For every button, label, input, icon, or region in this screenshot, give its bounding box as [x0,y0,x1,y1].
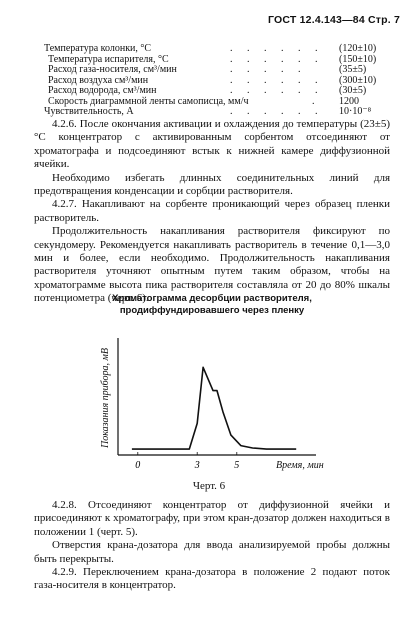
param-label: Температура испарителя, °С [48,53,169,65]
paragraph-4-2-6: 4.2.6. После окончания активации и охлаждения до температуры (23±5)°С концентратор с активированным сорбентом отсоединяют от хроматографа и подсоединяют встык к нижней камере диффузионной ячейки. [34,118,390,171]
chart-title-line2: продиффундировавшего через пленку [119,305,305,316]
leader-dots: . . . . . . [230,85,324,96]
text-block-lower [34,499,390,593]
param-value: 1200 [339,95,359,107]
param-label: Чувствительность, А [44,106,134,117]
param-value: 10·10⁻⁸ [339,106,372,117]
leader-dots: . . . . . . [230,43,324,54]
param-label: Расход водорода, см³/мин [48,85,157,96]
chart-title-line1: Хроматограмма десорбции растворителя, [112,293,312,304]
chart-axes [118,338,316,455]
paragraph-advice: Необходимо избегать длинных соединительных линий для предотвращения конденсации и сорбции растворителя. [34,171,390,198]
leader-dots: . . . . . . [230,74,324,86]
paragraph-holes: Отверстия крана-дозатора для ввода анализируемой пробы должны быть перекрыты. [34,539,390,565]
x-tick-label: 0 [135,460,141,471]
param-value: (300±10) [339,74,377,86]
param-label: Расход газа-носителя, см³/мин [48,64,177,75]
param-value: (35±5) [339,64,367,75]
paragraph-4-2-8: 4.2.8. Отсоединяют концентратор от диффузионной ячейки и присоединяют к хроматографу, при этом кран-дозатор должен находиться в положении 1 (черт. 5). [34,499,390,538]
x-tick-label: 3 [194,460,200,471]
param-value: (150±10) [339,53,377,65]
param-value: (30±5) [339,85,367,96]
y-axis-label: Показания прибора, мВ [100,347,111,449]
leader-dots: . . . . . [230,64,307,75]
param-label: Скорость диаграммной ленты самописца, мм/ч [48,95,249,107]
paragraph-4-2-9: 4.2.9. Переключением крана-дозатора в положение 2 подают поток газа-носителя в концентратор. [34,566,390,592]
leader-dots: . [312,95,321,107]
x-tick-label: 5 [234,460,240,471]
leader-dots: . . . . . . [230,106,324,117]
x-axis-label: Время, мин [276,460,324,471]
leader-dots: . . . . . . [230,53,324,65]
chromatogram-line [132,367,296,449]
param-label: Расход воздуха см³/мин [48,74,149,86]
param-label: Температура колонки, °С [44,43,152,54]
figure-caption: Черт. 6 [192,480,226,492]
page-header: ГОСТ 12.4.143—84 Стр. 7 [267,14,400,26]
paragraph-duration: Продолжительность накапливания растворителя фиксируют по секундомеру. Рекомендуется накапливать растворитель в течение 0,1—3,0 мин и более, если необходимо. Продолжительность накапливания растворителя уточняют опытным путем таким образом, чтобы на хроматограмме высота пика растворителя составляла от 20 до 80% шкалы потенциометра (черт. 6). [34,225,390,305]
param-value: (120±10) [339,43,377,54]
paragraph-4-2-7: 4.2.7. Накапливают на сорбенте проникающий через образец пленки растворитель. [34,198,390,224]
